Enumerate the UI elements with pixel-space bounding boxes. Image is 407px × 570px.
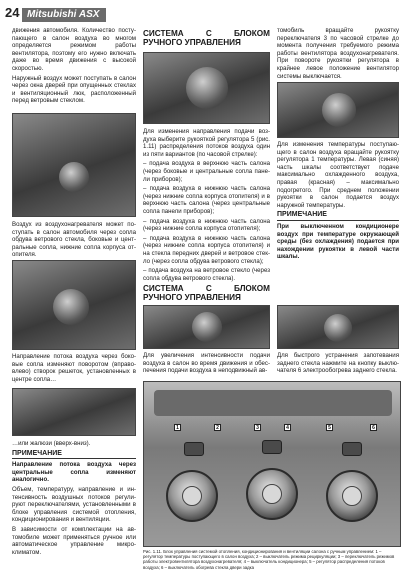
paragraph: Объем, температуру, направление и интенсивность воздушных потоков регулируют переключателями, установленными в блоке управления системой отопления, кондиционирования и вентиляции. xyxy=(12,485,136,524)
figure-caption: Рис. 1.11. Блок управления системой отопления, кондиционирования и вентиляции салона с ручным управлением: 1 – регулятор температуры поступающего в салон воздуха; 2 – выключатель режима рециркуляции; 3 – переключатель режимов работы электровентилятора воздухонагревателя; 4 – выключатель кондиционера; 5 – регулятор распределения потоков воздуха; 6 – выключатель обогрева стекла двери задка xyxy=(143,549,395,570)
column-1 xyxy=(12,27,136,107)
paragraph: …или жалюзи (вверх-вниз). xyxy=(12,440,91,447)
figure-climate-panel xyxy=(143,381,401,547)
section-title: СИСТЕМА С БЛОКОМ РУЧНОГО УПРАВЛЕНИЯ xyxy=(143,29,270,47)
paragraph: Для увеличения интенсивности подачи воздуха в салон во время движения и обеспечения подачи воздуха в неподвижный ав- xyxy=(143,352,270,375)
temperature-knob xyxy=(166,470,218,522)
paragraph: Для изменения направления подачи воздуха выберите рукояткой регулятора 5 (рис. 1.11) распределения потоков воздуха один из пяти вариантов (по часовой стрелке): xyxy=(143,128,270,158)
callout-4: 4 xyxy=(284,424,291,431)
photo-rear-defrost xyxy=(277,305,399,349)
callout-6: 6 xyxy=(370,424,377,431)
column-1-d xyxy=(12,440,136,558)
mode-knob xyxy=(326,470,378,522)
list-item: – подача воздуха в нижнюю часть салона (через нижние сопла корпуса отопителя) и в верхнюю часть салона (через центральные сопла панели приборов); xyxy=(143,185,270,215)
column-1-b xyxy=(12,221,136,261)
paragraph: Направление потока воздуха через боковые сопла изменяют поворотом (вправо-влево) створок решеток, установленных в центре сопла… xyxy=(12,353,136,383)
column-2-b xyxy=(143,128,270,305)
callout-5: 5 xyxy=(326,424,333,431)
page-header xyxy=(0,0,407,24)
column-3-b xyxy=(277,141,399,263)
photo-vent-louvres xyxy=(12,388,136,436)
list-item: – подача воздуха на ветровое стекло (через сопла обдува ветрового стекла). xyxy=(143,267,270,282)
note-title: ПРИМЕЧАНИЕ xyxy=(277,211,399,221)
callout-3: 3 xyxy=(254,424,261,431)
rear-defrost-button xyxy=(342,442,362,456)
photo-temp-dial xyxy=(277,82,399,138)
running-title: Mitsubishi ASX xyxy=(22,8,106,22)
paragraph: движения автомобиля. Количество поступающего в салон воздуха во многом определяется режимом работы вентилятора, поэтому его нужно включать даже во время движения с высокой скоростью. xyxy=(12,27,136,72)
callout-2: 2 xyxy=(214,424,221,431)
recirc-button xyxy=(184,442,204,456)
list-item: – подача воздуха в верхнюю часть салона (через боковые и центральные сопла панели приборов); xyxy=(143,160,270,183)
paragraph: Наружный воздух может поступать в салон через окна дверей при опущенных стеклах и вентиляционный люк, расположенный перед ветровым стеклом. xyxy=(12,74,136,105)
photo-fan-switch xyxy=(143,305,270,349)
fan-knob xyxy=(246,468,298,520)
photo-cabin-vents xyxy=(12,113,136,217)
list-item: – подача воздуха в нижнюю часть салона (через нижние сопла корпуса отопителя) и на стекла передних дверей и ветровое стекло (через сопла обдува ветрового стекла); xyxy=(143,234,270,265)
column-3-c xyxy=(277,352,399,377)
paragraph: Воздух из воздухонагревателя может поступать в салон автомобиля через сопла обдува ветрового стекла, боковые и центральные сопла, нижние сопла корпуса отопителя. xyxy=(12,221,136,259)
callout-1: 1 xyxy=(174,424,181,431)
column-1-c xyxy=(12,353,136,385)
list-item: – подача воздуха в нижнюю часть салона (через нижние сопла корпуса отопителя); xyxy=(143,217,270,233)
column-3 xyxy=(277,27,399,82)
photo-side-vent xyxy=(12,260,136,350)
note-title: ПРИМЕЧАНИЕ xyxy=(12,450,136,460)
note-text: Направление потока воздуха через центральные сопла изменяют аналогично. xyxy=(12,461,136,484)
column-2-c xyxy=(143,352,270,377)
paragraph: Для быстрого устранения запотевания заднего стекла нажмите на кнопку выключателя 6 электрообогрева заднего стекла. xyxy=(277,352,399,375)
paragraph: Для изменения температуры поступающего в салон воздуха вращайте рукоятку регулятора 1 температуры. Левая (синяя) часть шкалы соответствует подаче максимально охлажденного воздуха, правая (красная) – максимально подогретого. При среднем положении рукоятки в салон подается воздух наружной температуры. xyxy=(277,141,399,209)
column-2 xyxy=(143,27,270,50)
note-text: При выключенном кондиционере воздух при температуре окружающей среды (без охлаждения) подается при нахождении рукоятки в левой части шкалы. xyxy=(277,222,399,261)
page-number: 24 xyxy=(5,5,20,20)
section-title: СИСТЕМА С БЛОКОМ РУЧНОГО УПРАВЛЕНИЯ xyxy=(143,284,270,303)
paragraph: В зависимости от комплектации на автомобиле может применяться ручное или автоматическое управление микроклиматом. xyxy=(12,525,136,556)
ac-button xyxy=(262,440,282,454)
photo-dial-5 xyxy=(143,52,270,124)
paragraph: томобиль вращайте рукоятку переключателя 3 по часовой стрелке до момента получения требуемого режима работы вентилятора воздухонагревателя. При повороте рукоятки регулятора в крайнее левое положение вентилятор системы выключается. xyxy=(277,27,399,80)
